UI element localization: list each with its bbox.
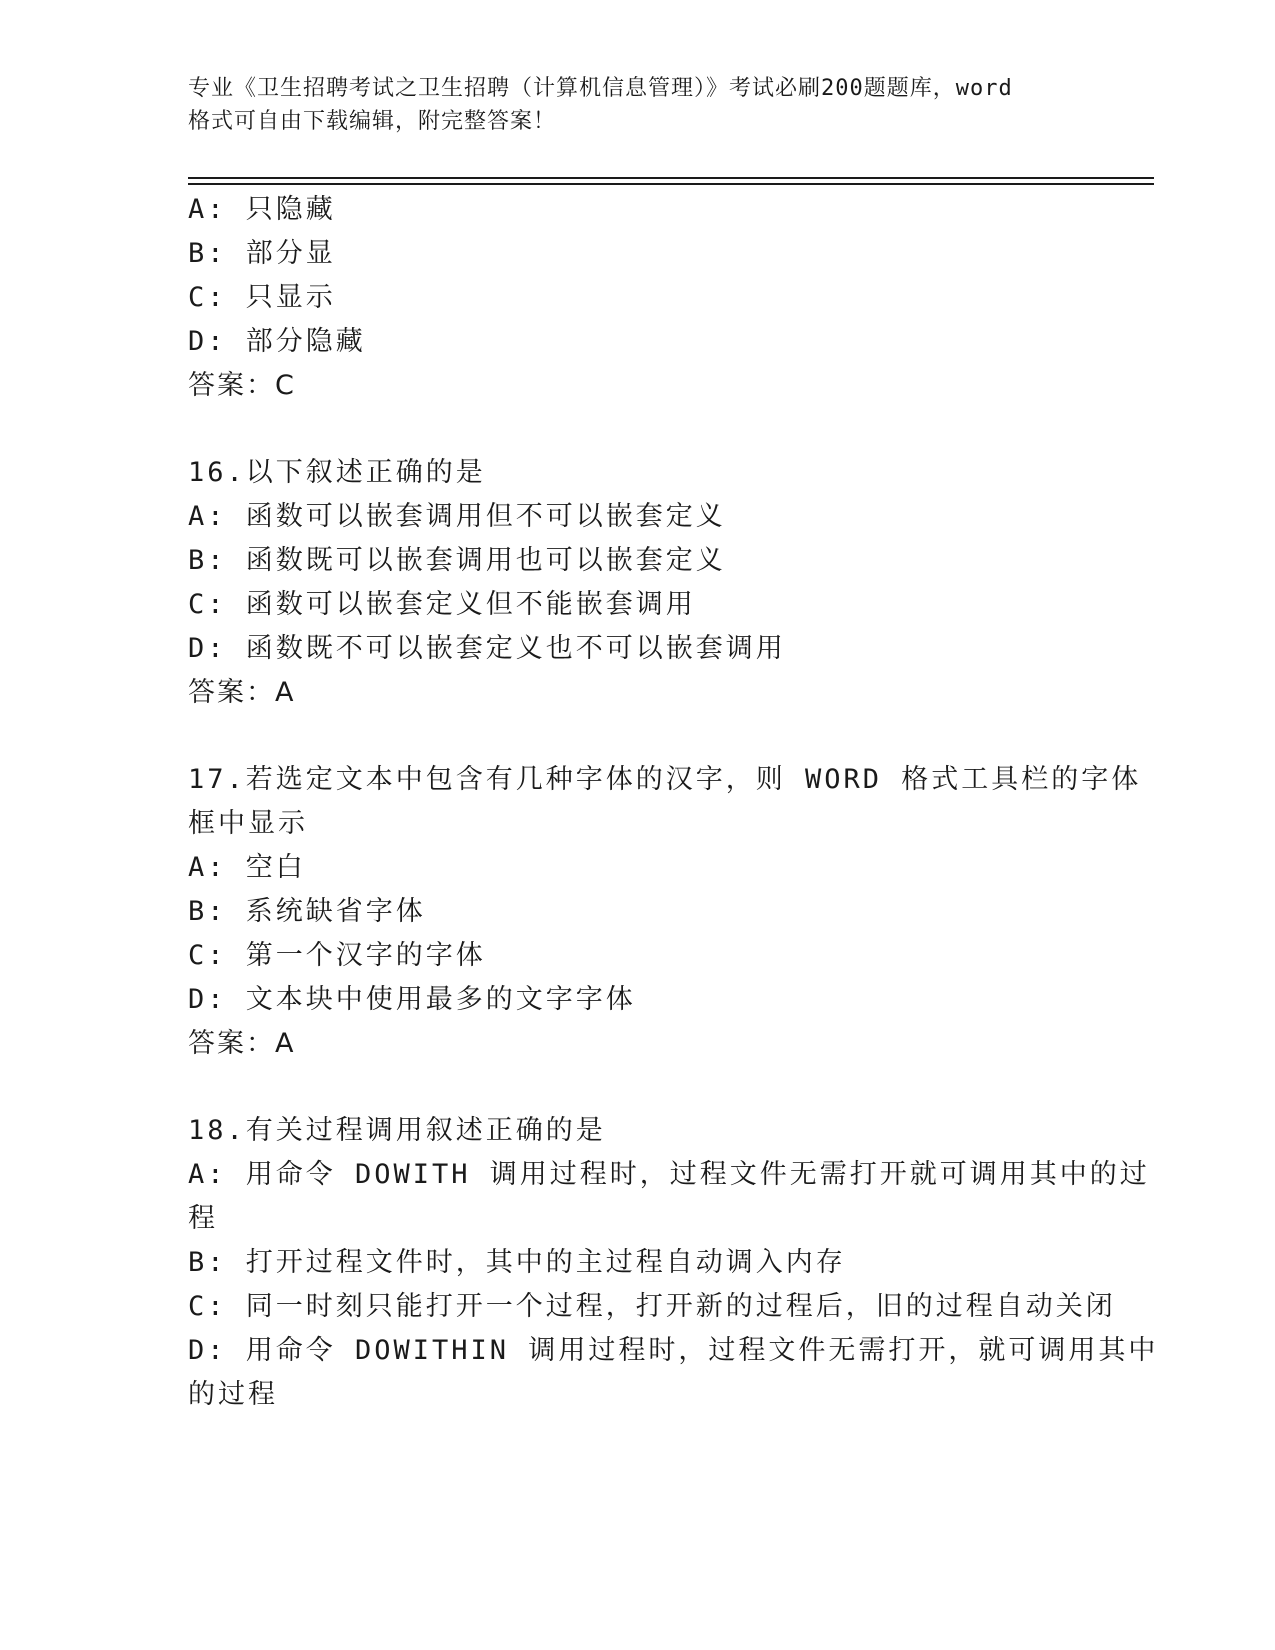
q18-option-a-line-2: 程 bbox=[188, 1203, 218, 1234]
q16-question: 16.以下叙述正确的是 bbox=[188, 457, 486, 488]
q15-option-b: B: 部分显 bbox=[188, 238, 336, 269]
document-header bbox=[188, 72, 1108, 138]
q17-question-line-2: 框中显示 bbox=[188, 808, 308, 839]
q18-option-d-line-1: D: 用命令 DOWITHIN 调用过程时，过程文件无需打开，就可调用其中 bbox=[188, 1335, 1159, 1366]
q15-option-d: D: 部分隐藏 bbox=[188, 326, 366, 357]
q15-option-a: A: 只隐藏 bbox=[188, 194, 336, 225]
q17-option-c: C: 第一个汉字的字体 bbox=[188, 940, 486, 971]
q17-option-a: A: 空白 bbox=[188, 852, 306, 883]
q17-question-line-1: 17.若选定文本中包含有几种字体的汉字，则 WORD 格式工具栏的字体 bbox=[188, 764, 1142, 795]
q16-option-d: D: 函数既不可以嵌套定义也不可以嵌套调用 bbox=[188, 633, 786, 664]
q18-question: 18.有关过程调用叙述正确的是 bbox=[188, 1115, 606, 1146]
q15-option-c: C: 只显示 bbox=[188, 282, 336, 313]
q18-option-b: B: 打开过程文件时，其中的主过程自动调入内存 bbox=[188, 1247, 846, 1278]
q16-option-c: C: 函数可以嵌套定义但不能嵌套调用 bbox=[188, 589, 696, 620]
header-line-1: 专业《卫生招聘考试之卫生招聘（计算机信息管理）》考试必刷200题题库，word bbox=[188, 76, 1013, 101]
q18-option-d-line-2: 的过程 bbox=[188, 1379, 278, 1410]
header-divider-top bbox=[188, 177, 1154, 179]
q18-option-c: C: 同一时刻只能打开一个过程，打开新的过程后，旧的过程自动关闭 bbox=[188, 1291, 1116, 1322]
q17-answer: 答案：A bbox=[188, 1028, 296, 1059]
q17-option-d: D: 文本块中使用最多的文字字体 bbox=[188, 984, 636, 1015]
q16-option-a: A: 函数可以嵌套调用但不可以嵌套定义 bbox=[188, 501, 726, 532]
header-divider-bottom bbox=[188, 183, 1154, 185]
q17-option-b: B: 系统缺省字体 bbox=[188, 896, 426, 927]
q15-answer: 答案：C bbox=[188, 370, 296, 401]
q16-option-b: B: 函数既可以嵌套调用也可以嵌套定义 bbox=[188, 545, 726, 576]
q18-option-a-line-1: A: 用命令 DOWITH 调用过程时，过程文件无需打开就可调用其中的过 bbox=[188, 1159, 1150, 1190]
header-line-2: 格式可自由下载编辑，附完整答案！ bbox=[188, 109, 557, 134]
q16-answer: 答案：A bbox=[188, 677, 296, 708]
